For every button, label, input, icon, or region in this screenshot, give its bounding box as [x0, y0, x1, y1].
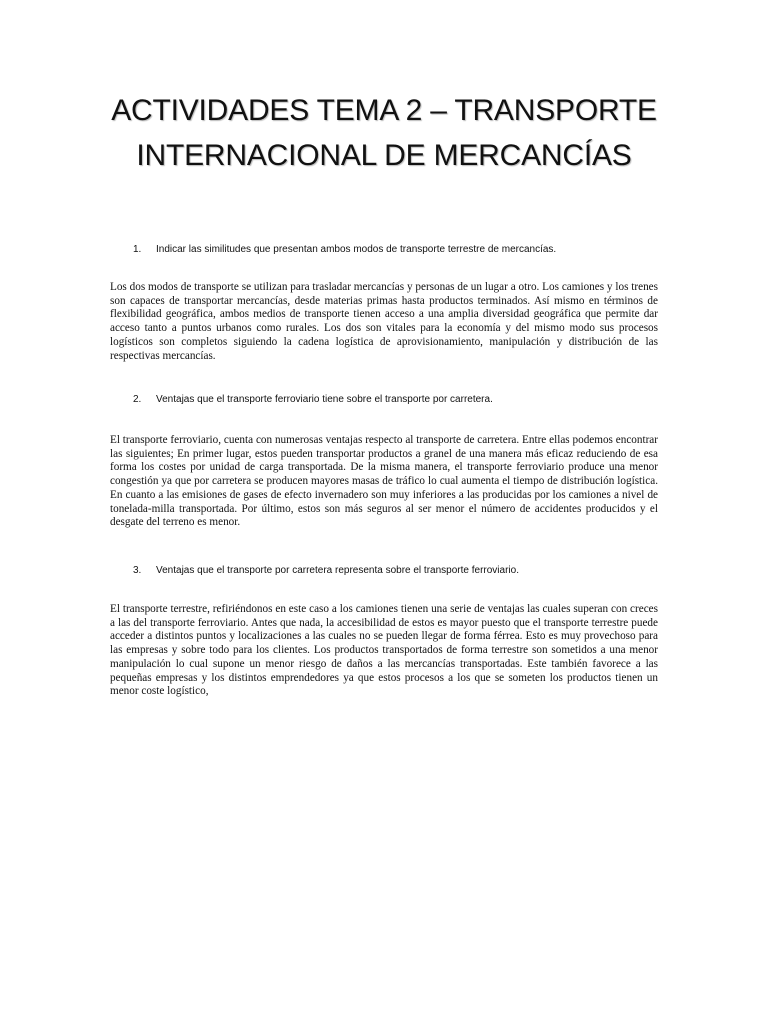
question-2-number: 2. — [133, 394, 142, 405]
page-title-line-1: ACTIVIDADES TEMA 2 – TRANSPORTE — [111, 94, 657, 127]
answer-3: El transporte terrestre, refiriéndonos en este caso a los camiones tienen una serie de ventajas las cuales superan con creces a las del transporte ferroviario. Antes que nada, la accesibilidad de estos es mayor puesto que el transporte terrestre puede acceder a distintos puntos y localizaciones a las cuales no se pueden llegar de forma férrea. Esto es muy provechoso para las empresas y sobre todo para los clientes. Los productos transportados de forma terrestre son sometidos a una menor manipulación lo cual supone un menor riesgo de daños a las mercancías transportadas. Este también favorece a las pequeñas empresas y los distintos emprendedores ya que estos procesos a los que se someten los productos tienen un menor coste logístico, — [110, 603, 658, 698]
question-1-number: 1. — [133, 244, 142, 255]
page-title — [100, 88, 668, 178]
answer-1: Los dos modos de transporte se utilizan para trasladar mercancías y personas de un lugar a otro. Los camiones y los trenes son capaces de transportar mercancías, desde materias primas hasta productos terminados. Así mismo en términos de flexibilidad geográfica, ambos medios de transporte tienen acceso a una amplia diversidad geográfica que permite dar acceso tanto a puntos urbanos como rurales. Los dos son vitales para la economía y del mismo modo sus procesos logísticos son completos siguiendo la cadena logística de aprovisionamiento, manipulación y distribución de las respectivas mercancías. — [110, 281, 658, 362]
page-title-line-2: INTERNACIONAL DE MERCANCÍAS — [136, 139, 632, 172]
question-3-number: 3. — [133, 565, 142, 576]
question-3 — [133, 564, 693, 578]
question-1-text: Indicar las similitudes que presentan ambos modos de transporte terrestre de mercancías. — [156, 244, 557, 255]
question-2 — [133, 393, 693, 407]
question-2-text: Ventajas que el transporte ferroviario tiene sobre el transporte por carretera. — [156, 394, 493, 405]
question-1 — [133, 243, 693, 257]
question-3-text: Ventajas que el transporte por carretera representa sobre el transporte ferroviario. — [156, 565, 519, 576]
answer-2: El transporte ferroviario, cuenta con numerosas ventajas respecto al transporte de carretera. Entre ellas podemos encontrar las siguientes; En primer lugar, estos pueden transportar productos a granel de una manera más eficaz reduciendo de esa forma los costes por unidad de carga transportada. De la misma manera, el transporte ferroviario produce una menor congestión ya que por carretera se producen mayores masas de tráfico lo cual aumenta el tiempo de distribución logística. En cuanto a las emisiones de gases de efecto invernadero son muy inferiores a las producidas por los camiones a nivel de tonelada-milla transportada. Por último, estos son más seguros al ser menor el número de accidentes producidos y el desgate del terreno es menor. — [110, 434, 658, 529]
